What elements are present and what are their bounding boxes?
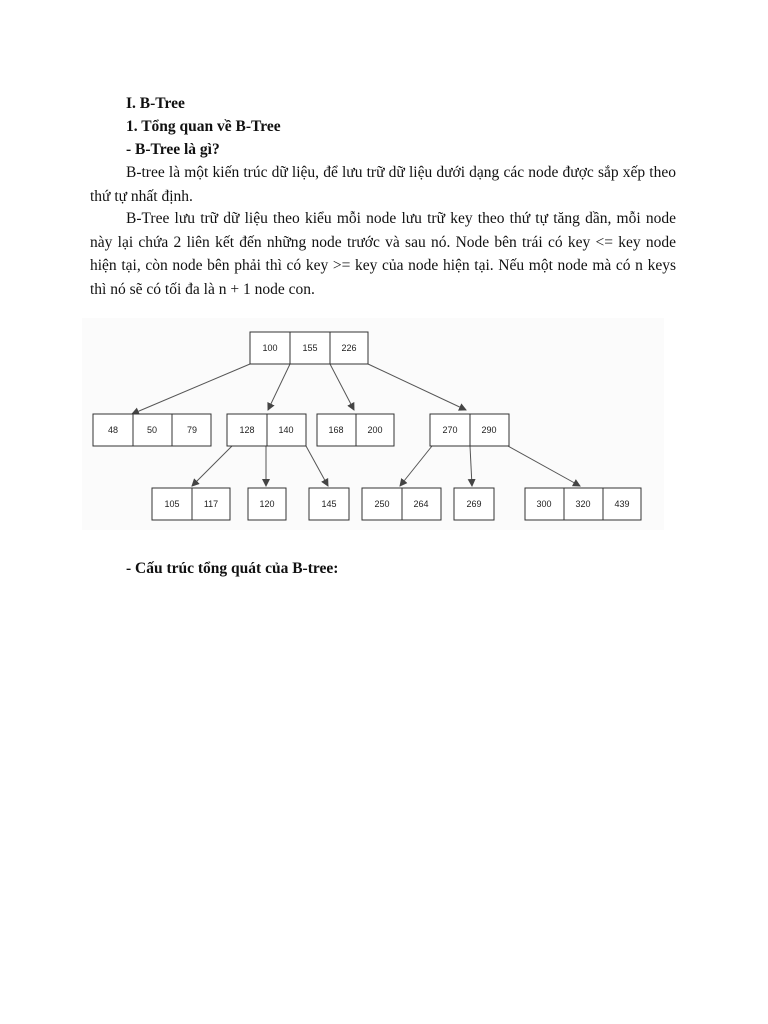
key-label: 128 (239, 425, 255, 435)
btree-svg (82, 318, 664, 530)
key-label: 105 (164, 499, 180, 509)
key-label: 226 (341, 343, 357, 353)
paragraph-description (90, 207, 676, 301)
edge-128-0 (192, 446, 232, 486)
key-label: 117 (203, 499, 219, 509)
key-label: 200 (367, 425, 383, 435)
key-label: 79 (186, 425, 198, 435)
edge-root-1 (268, 364, 290, 410)
key-label: 140 (278, 425, 294, 435)
key-label: 269 (466, 499, 482, 509)
key-label: 320 (575, 499, 591, 509)
key-label: 50 (146, 425, 158, 435)
section-heading: I. B-Tree (126, 95, 185, 112)
edge-root-3 (368, 364, 466, 410)
key-label: 155 (302, 343, 318, 353)
subsection-heading: 1. Tổng quan về B-Tree (126, 118, 281, 135)
edge-root-2 (330, 364, 354, 410)
edge-270-1 (470, 446, 472, 486)
key-label: 250 (374, 499, 390, 509)
paragraph-description-text: B-Tree lưu trữ dữ liệu theo kiểu mỗi node lưu trữ key theo thứ tự tăng dần, mỗi node này lại chứa 2 liên kết đến những node trước và sau nó. Node bên trái có key <= key node hiện tại, còn node bên phải thì có key >= key của node hiện tại. Nếu một node mà có n keys thì nó sẽ có tối đa là n + 1 node con. (90, 210, 676, 298)
key-label: 168 (328, 425, 344, 435)
key-label: 48 (107, 425, 119, 435)
question-heading: - B-Tree là gì? (126, 141, 220, 158)
btree-diagram (82, 318, 664, 530)
paragraph-definition-text: B-tree là một kiến trúc dữ liệu, để lưu trữ dữ liệu dưới dạng các node được sắp xếp theo thứ tự nhất định. (90, 164, 676, 205)
edge-128-2 (306, 446, 328, 486)
key-label: 145 (321, 499, 337, 509)
key-label: 100 (262, 343, 278, 353)
key-label: 300 (536, 499, 552, 509)
key-label: 439 (614, 499, 630, 509)
edge-270-2 (508, 446, 580, 486)
edge-root-0 (132, 364, 250, 414)
paragraph-definition (90, 161, 676, 208)
key-label: 270 (442, 425, 458, 435)
structure-heading: - Cấu trúc tổng quát của B-tree: (126, 560, 339, 577)
key-label: 290 (481, 425, 497, 435)
key-label: 264 (413, 499, 429, 509)
key-label: 120 (259, 499, 275, 509)
edge-270-0 (400, 446, 432, 486)
